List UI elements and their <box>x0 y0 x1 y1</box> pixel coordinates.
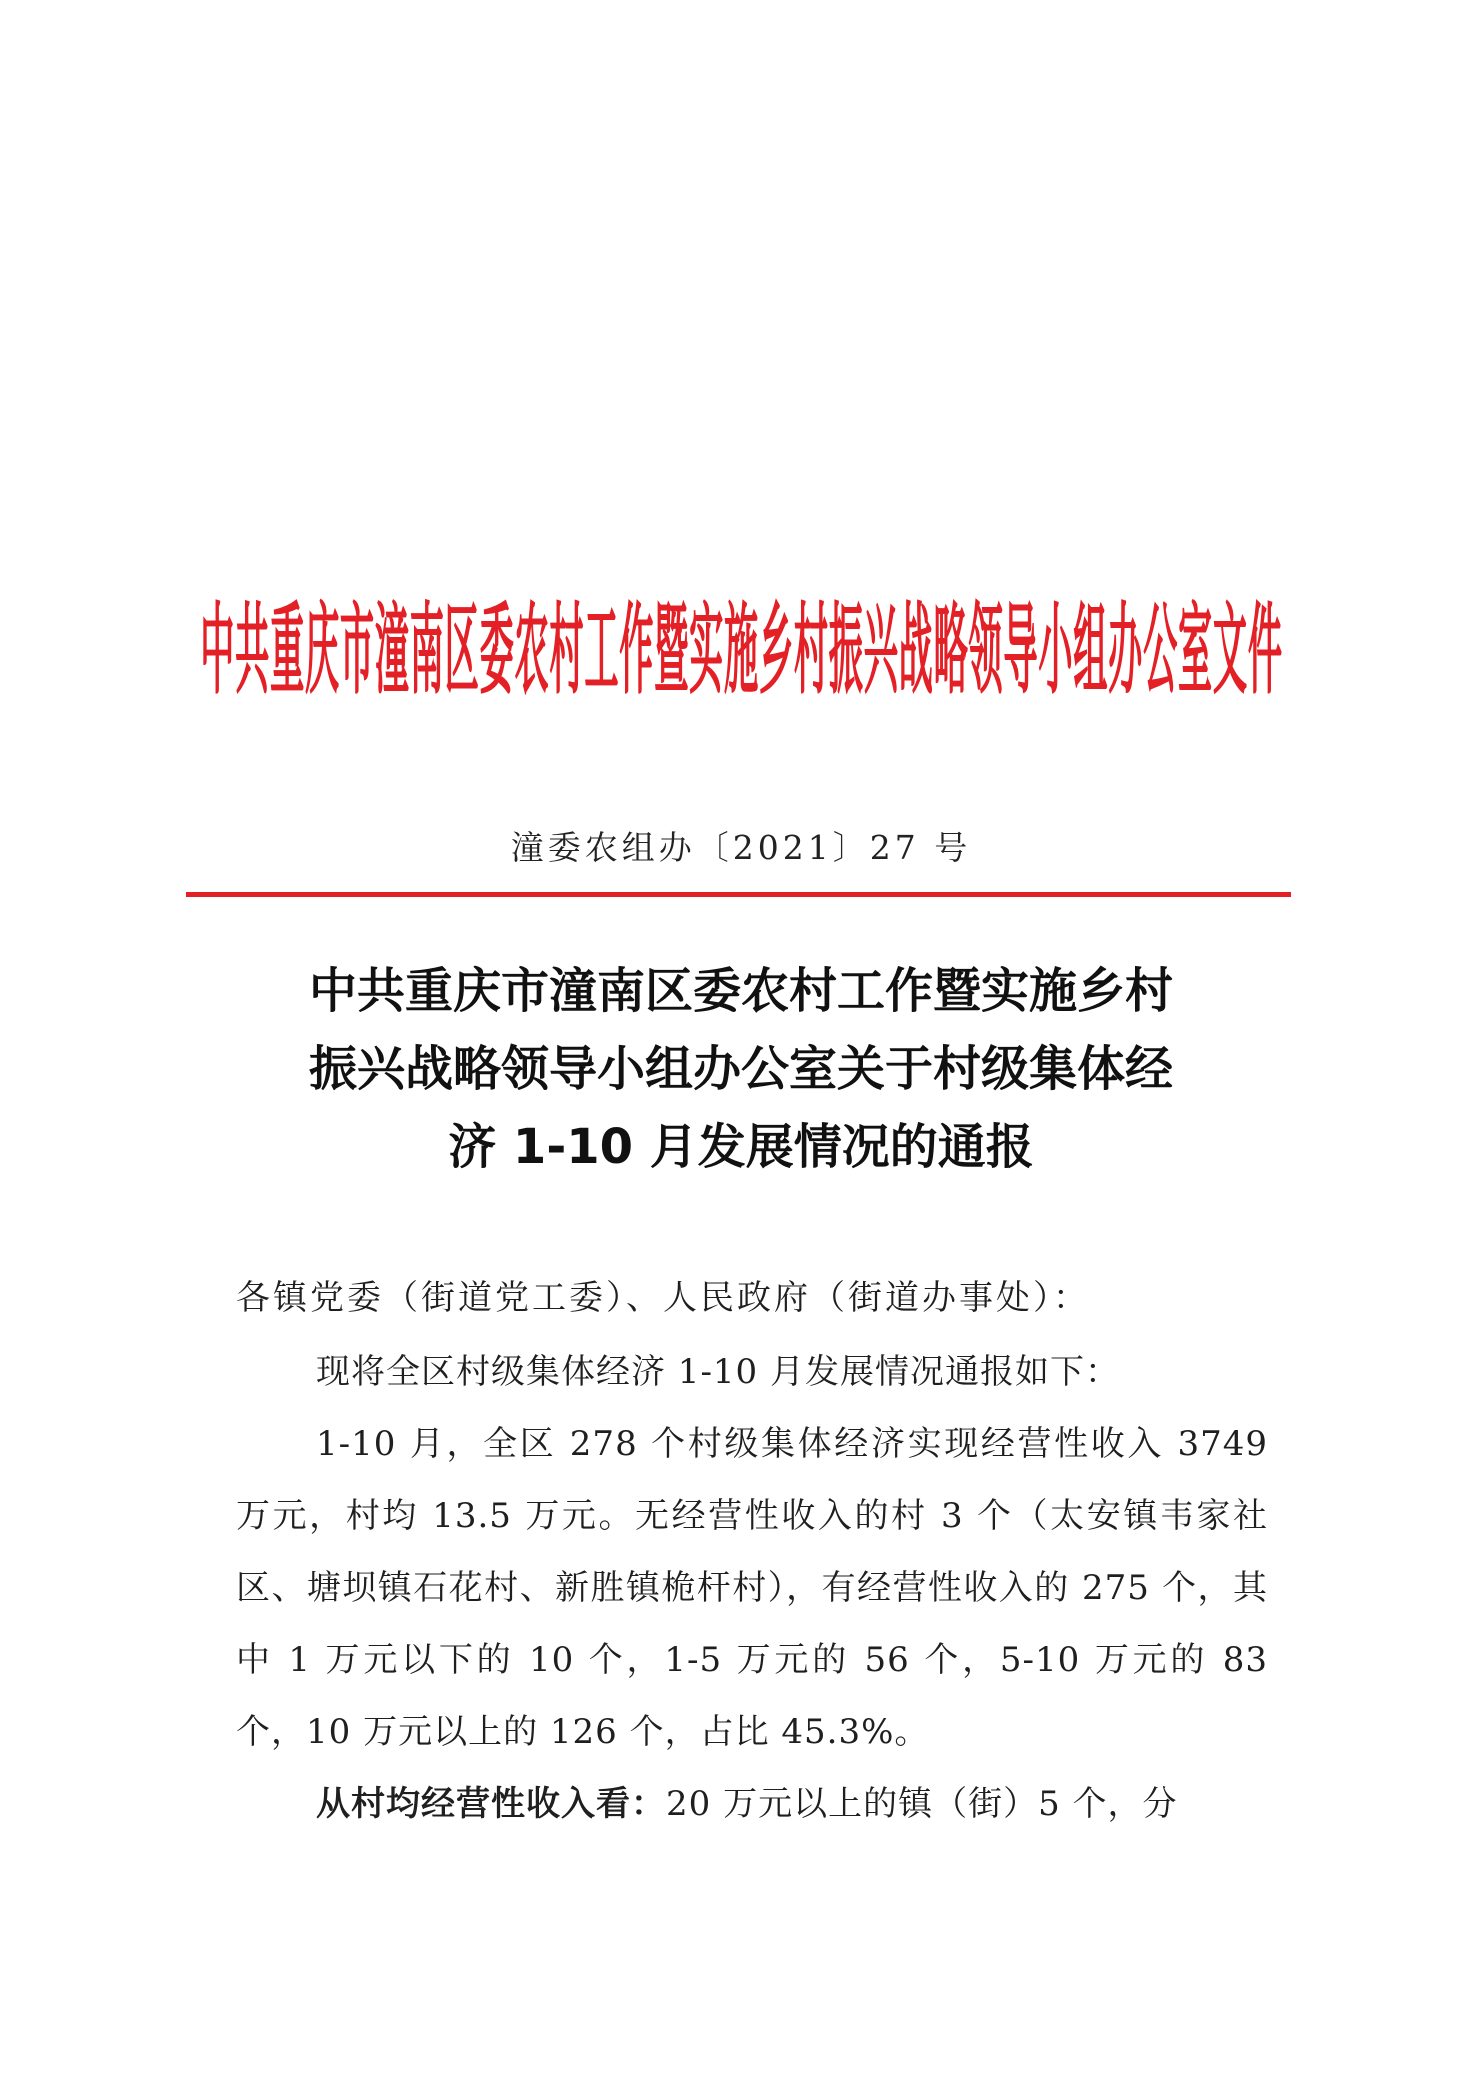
title-line-2: 振兴战略领导小组办公室关于村级集体经 <box>308 1041 1173 1097</box>
title-line-1: 中共重庆市潼南区委农村工作暨实施乡村 <box>308 963 1173 1019</box>
paragraph-income-summary: 1-10 月，全区 278 个村级集体经济实现经营性收入 3749 万元，村均 13.5 万元。无经营性收入的村 3 个（太安镇韦家社区、塘坝镇石花村、新胜镇桅杆村），有经营性收入的 275 个，其中 1 万元以下的 10 个，1-5 万元的 56 个，5-10 万元的 83 个，10 万元以上的 126 个，占比 45.3%。 <box>236 1424 1268 1752</box>
document-number: 潼委农组办〔2021〕27 号 <box>510 828 972 867</box>
paragraph-average-income <box>236 1768 1268 1840</box>
red-divider-line <box>186 892 1291 897</box>
paragraph-lead: 从村均经营性收入看： <box>316 1784 666 1824</box>
document-title <box>200 952 1282 1186</box>
paragraph-text: 20 万元以上的镇（街）5 个，分 <box>666 1784 1178 1824</box>
document-body <box>236 1262 1268 1840</box>
title-line-3: 济 1-10 月发展情况的通报 <box>448 1119 1034 1175</box>
red-masthead <box>200 548 1282 738</box>
salutation: 各镇党委（街道党工委）、人民政府（街道办事处）： <box>236 1278 1090 1318</box>
intro-paragraph: 现将全区村级集体经济 1-10 月发展情况通报如下： <box>316 1352 1120 1392</box>
masthead-title: 中共重庆市潼南区委农村工作暨实施乡村振兴战略领导小组办公室文件 <box>200 591 1282 708</box>
